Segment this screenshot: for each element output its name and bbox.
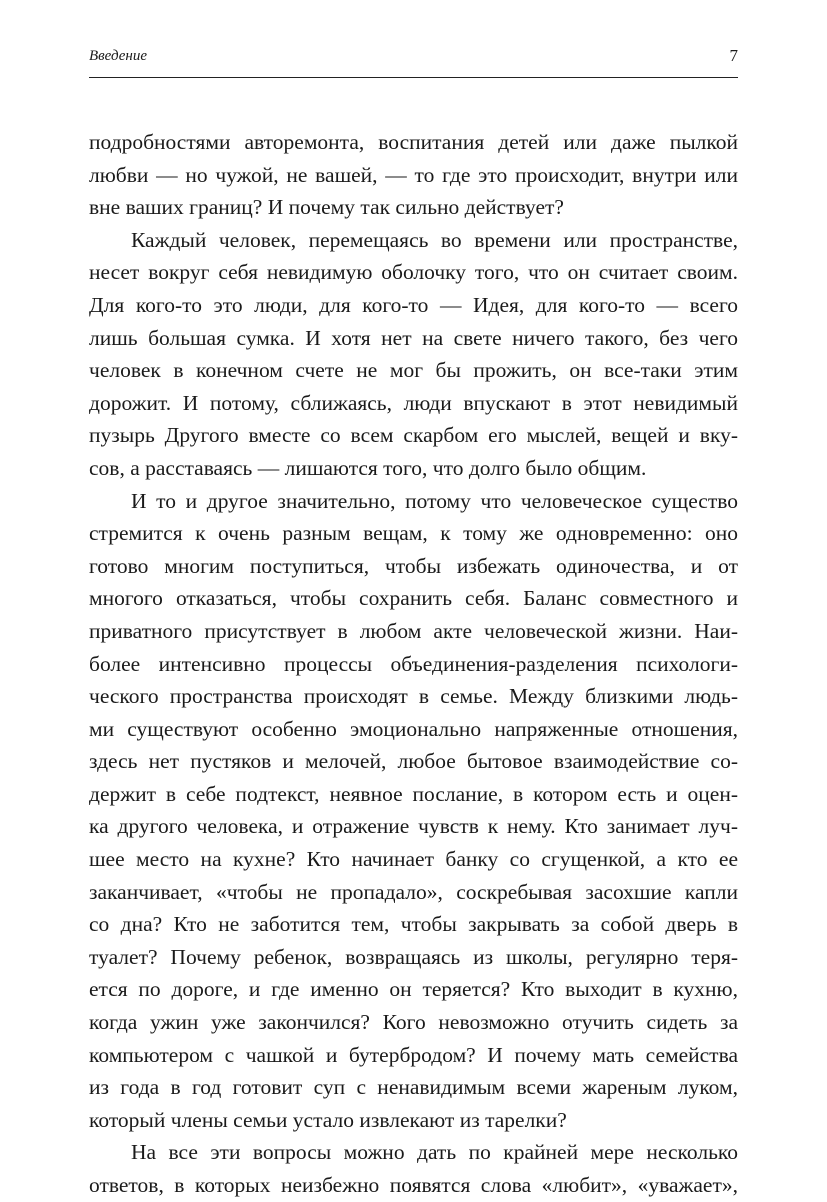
paragraph-first-line: На все эти вопросы можно дать по крайней мере несколько	[131, 1140, 738, 1165]
text-line: несет вокруг себя невидимую оболочку того, что он считает своим.	[89, 260, 738, 285]
text-line: держит в себе подтекст, неявное послание, в котором есть и оцен-	[89, 781, 738, 806]
paragraph-first-line: И то и другое значительно, потому что человеческое существо	[131, 488, 738, 513]
text-line: заканчивает, «чтобы не пропадало», соскребывая засохшие капли	[89, 879, 738, 904]
text-line: более интенсивно процессы объединения-разделения психологи-	[89, 651, 738, 676]
text-line: здесь нет пустяков и мелочей, любое бытовое взаимодействие со-	[89, 749, 738, 774]
page-number: 7	[729, 46, 738, 65]
text-line: пузырь Другого вместе со всем скарбом его мыслей, вещей и вку-	[89, 423, 738, 448]
text-line: когда ужин уже закончился? Кого невозможно отучить сидеть за	[89, 1010, 738, 1035]
text-line: подробностями авторемонта, воспитания детей или даже пылкой	[89, 130, 738, 154]
text-line: туалет? Почему ребенок, возвращаясь из школы, регулярно теря-	[89, 944, 738, 969]
text-line: шее место на кухне? Кто начинает банку со сгущенкой, а кто ее	[89, 847, 738, 872]
text-line: вне ваших границ? И почему так сильно действует?	[89, 195, 564, 220]
paragraph-first-line: Каждый человек, перемещаясь во времени или пространстве,	[131, 227, 738, 252]
text-line: Для кого-то это люди, для кого-то — Идея, для кого-то — всего	[89, 292, 738, 317]
text-line: человек в конечном счете не мог бы прожить, он все-таки этим	[89, 358, 738, 383]
text-line: готово многим поступиться, чтобы избежать одиночества, и от	[89, 553, 738, 578]
text-line: ческого пространства происходят в семье. Между близкими людь-	[89, 684, 738, 709]
text-line: из года в год готовит суп с ненавидимым всеми жареным луком,	[89, 1075, 738, 1100]
text-line: ется по дороге, и где именно он теряется? Кто выходит в кухню,	[89, 977, 738, 1002]
text-line: любви — но чужой, не вашей, — то где это происходит, внутри или	[89, 162, 738, 187]
text-line: который члены семьи устало извлекают из тарелки?	[89, 1107, 567, 1132]
text-line: ка другого человека, и отражение чувств к нему. Кто занимает луч-	[89, 814, 738, 839]
text-line: компьютером с чашкой и бутербродом? И почему мать семейства	[89, 1042, 738, 1067]
text-line: со дна? Кто не заботится тем, чтобы закрывать за собой дверь в	[89, 912, 738, 937]
text-line: многого отказаться, чтобы сохранить себя. Баланс совместного и	[89, 586, 738, 611]
chapter-title: Введение	[89, 48, 147, 64]
header-divider	[89, 77, 738, 78]
text-line: стремится к очень разным вещам, к тому же одновременно: оно	[89, 521, 738, 546]
text-line: дорожит. И потому, сближаясь, люди впускают в этот невидимый	[89, 390, 738, 415]
text-line: лишь большая сумка. И хотя нет на свете ничего такого, без чего	[89, 325, 738, 350]
text-line: ответов, в которых неизбежно появятся слова «любит», «уважает»,	[89, 1173, 738, 1197]
body-text	[89, 126, 738, 1202]
text-line: ми существуют особенно эмоционально напряженные отношения,	[89, 716, 738, 741]
text-line: приватного присутствует в любом акте человеческой жизни. Наи-	[89, 618, 738, 643]
running-header	[89, 46, 738, 70]
text-line: сов, а расставаясь — лишаются того, что долго было общим.	[89, 455, 647, 480]
